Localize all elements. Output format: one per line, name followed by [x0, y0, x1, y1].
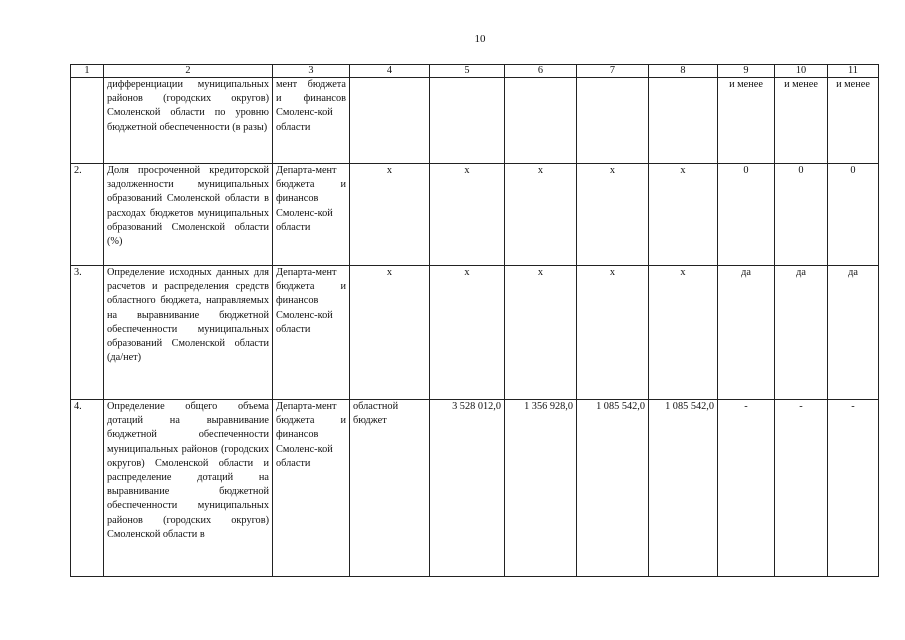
column-header: 6 — [505, 65, 577, 78]
column-header: 10 — [775, 65, 828, 78]
table-cell: 1 085 542,0 — [649, 400, 718, 577]
funding-source: х — [350, 164, 430, 266]
table-cell: х — [649, 164, 718, 266]
table-cell — [430, 78, 505, 164]
indicator-name: Определение общего объема дотаций на выравнивание бюджетной обеспеченности муниципальных районов (городских округов) Смоленской области и распределение дотаций на выравнивание бюджетной обеспеченности муниципальных районов (городских округов) Смоленской области в — [104, 400, 273, 577]
table-cell — [505, 78, 577, 164]
table-cell: х — [505, 266, 577, 400]
table-cell: х — [430, 266, 505, 400]
table-cell: х — [577, 164, 649, 266]
column-header: 9 — [718, 65, 775, 78]
table-cell: х — [430, 164, 505, 266]
table-row — [71, 266, 879, 400]
table-cell: и менее — [828, 78, 879, 164]
table-cell: - — [775, 400, 828, 577]
table-cell — [577, 78, 649, 164]
column-number-row — [71, 65, 879, 78]
table-cell: х — [577, 266, 649, 400]
indicators-table — [70, 64, 879, 577]
table-cell: х — [649, 266, 718, 400]
table-cell: да — [828, 266, 879, 400]
funding-source: х — [350, 266, 430, 400]
table-cell: 0 — [775, 164, 828, 266]
row-number: 2. — [71, 164, 104, 266]
funding-source — [350, 78, 430, 164]
column-header: 4 — [350, 65, 430, 78]
table-cell: 0 — [828, 164, 879, 266]
column-header: 11 — [828, 65, 879, 78]
table-cell: 3 528 012,0 — [430, 400, 505, 577]
funding-source: областной бюджет — [350, 400, 430, 577]
table-cell: да — [775, 266, 828, 400]
table-cell: 0 — [718, 164, 775, 266]
indicator-name: Доля просроченной кредиторской задолженности муниципальных образований Смоленской области в расходах бюджетов муниципальных образований Смоленской области (%) — [104, 164, 273, 266]
column-header: 3 — [273, 65, 350, 78]
row-number — [71, 78, 104, 164]
table-cell: х — [505, 164, 577, 266]
table-cell: и менее — [775, 78, 828, 164]
row-number: 4. — [71, 400, 104, 577]
column-header: 1 — [71, 65, 104, 78]
column-header: 7 — [577, 65, 649, 78]
table-cell: - — [828, 400, 879, 577]
column-header: 5 — [430, 65, 505, 78]
table-cell: 1 085 542,0 — [577, 400, 649, 577]
table-cell: да — [718, 266, 775, 400]
table-row — [71, 400, 879, 577]
indicator-name: Определение исходных данных для расчетов и распределения средств областного бюджета, направляемых на выравнивание бюджетной обеспеченности муниципальных образований Смоленской области (да/нет) — [104, 266, 273, 400]
responsible-executor: Департа-мент бюджета и финансов Смоленс-кой области — [273, 400, 350, 577]
row-number: 3. — [71, 266, 104, 400]
responsible-executor: Департа-мент бюджета и финансов Смоленс-кой области — [273, 266, 350, 400]
table-row — [71, 164, 879, 266]
table-row — [71, 78, 879, 164]
table-cell: 1 356 928,0 — [505, 400, 577, 577]
column-header: 2 — [104, 65, 273, 78]
page-number: 10 — [474, 33, 486, 45]
table-cell: - — [718, 400, 775, 577]
indicator-name: дифференциации муниципальных районов (городских округов) Смоленской области по уровню бюджетной обеспеченности (в разы) — [104, 78, 273, 164]
responsible-executor: Департа-мент бюджета и финансов Смоленс-кой области — [273, 164, 350, 266]
column-header: 8 — [649, 65, 718, 78]
table-cell: и менее — [718, 78, 775, 164]
table-cell — [649, 78, 718, 164]
responsible-executor: мент бюджета и финансов Смоленс-кой области — [273, 78, 350, 164]
